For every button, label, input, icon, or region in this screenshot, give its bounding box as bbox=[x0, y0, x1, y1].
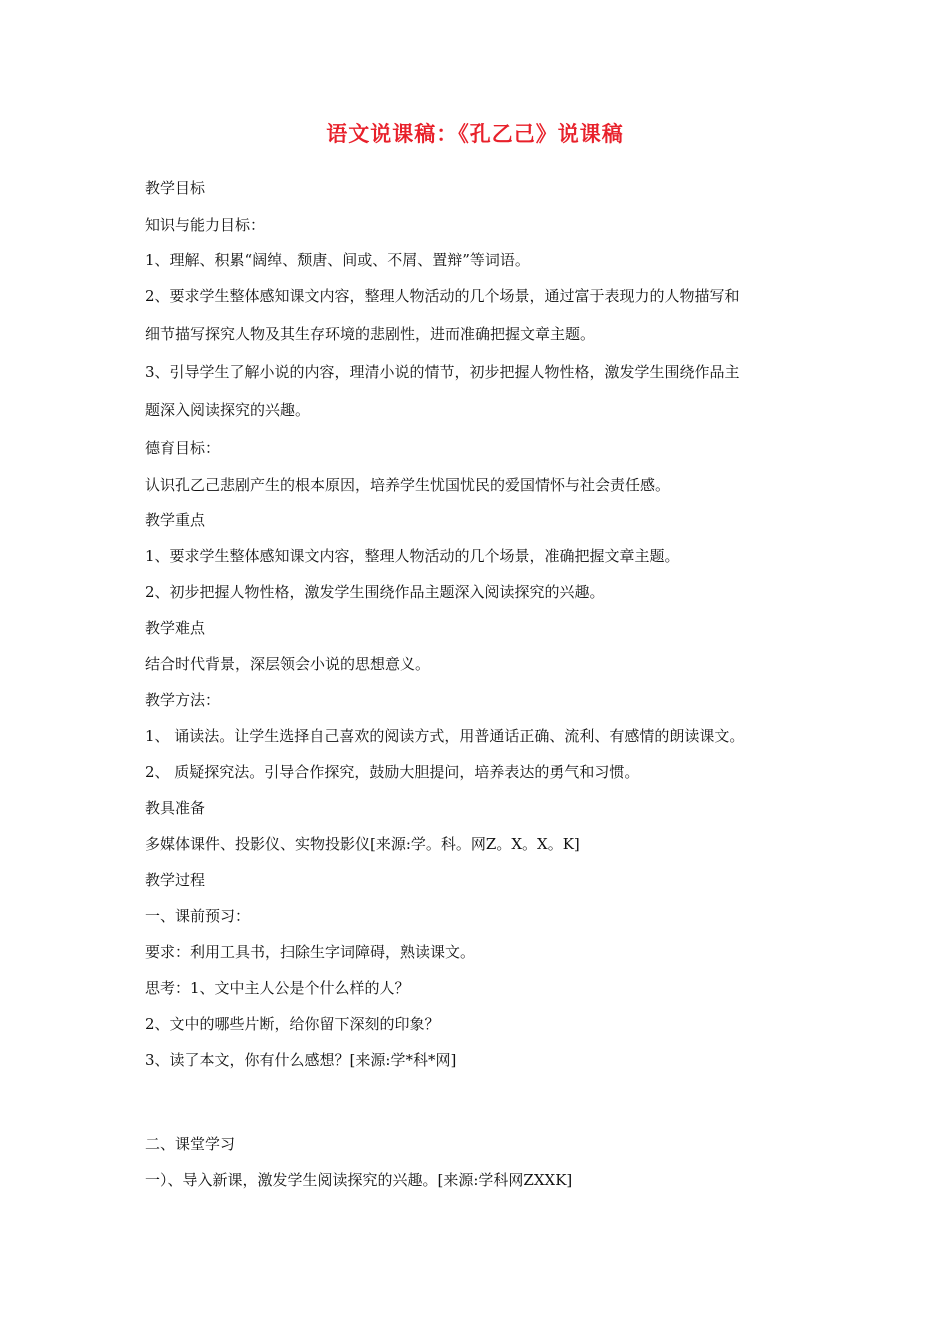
paragraph-line: 结合时代背景，深层领会小说的思想意义。 bbox=[145, 655, 431, 673]
paragraph-line: 3、引导学生了解小说的内容，理清小说的情节，初步把握人物性格，激发学生围绕作品主 bbox=[145, 363, 740, 381]
paragraph-line: 2、 质疑探究法。引导合作探究，鼓励大胆提问，培养表达的勇气和习惯。 bbox=[145, 763, 640, 781]
paragraph-line: 题深入阅读探究的兴趣。 bbox=[145, 401, 311, 419]
paragraph-line: 1、理解、积累“阔绰、颓唐、间或、不屑、置辩”等词语。 bbox=[145, 251, 530, 269]
paragraph-line: 2、初步把握人物性格，激发学生围绕作品主题深入阅读探究的兴趣。 bbox=[145, 583, 605, 601]
heading-materials: 教具准备 bbox=[145, 799, 206, 817]
paragraph-line: 2、文中的哪些片断，给你留下深刻的印象？ bbox=[145, 1015, 440, 1033]
paragraph-line: 1、 诵读法。让学生选择自己喜欢的阅读方式，用普通话正确、流利、有感情的朗读课文。 bbox=[145, 727, 745, 745]
heading-key-points: 教学重点 bbox=[145, 511, 206, 529]
paragraph-line: 2、要求学生整体感知课文内容，整理人物活动的几个场景，通过富于表现力的人物描写和 bbox=[145, 287, 740, 305]
paragraph-line: 3、读了本文，你有什么感想？[来源:学*科*网] bbox=[145, 1051, 457, 1069]
document-title: 语文说课稿：《孔乙己》说课稿 bbox=[326, 122, 624, 146]
subheading-knowledge-ability: 知识与能力目标： bbox=[145, 216, 266, 234]
heading-difficulties: 教学难点 bbox=[145, 619, 206, 637]
heading-process: 教学过程 bbox=[145, 871, 206, 889]
heading-teaching-goals: 教学目标 bbox=[145, 179, 206, 197]
paragraph-line: 思考：1、文中主人公是个什么样的人？ bbox=[145, 979, 410, 997]
paragraph-line: 1、要求学生整体感知课文内容，整理人物活动的几个场景，准确把握文章主题。 bbox=[145, 547, 680, 565]
subheading-preview: 一、课前预习： bbox=[145, 907, 251, 925]
paragraph-line: 要求：利用工具书，扫除生字词障碍，熟读课文。 bbox=[145, 943, 476, 961]
paragraph-line: 认识孔乙己悲剧产生的根本原因，培养学生忧国忧民的爱国情怀与社会责任感。 bbox=[145, 476, 671, 494]
paragraph-line: 多媒体课件、投影仪、实物投影仪[来源:学。科。网Z。X。X。K] bbox=[145, 835, 580, 853]
subheading-class-learning: 二、课堂学习 bbox=[145, 1135, 236, 1153]
paragraph-line: 细节描写探究人物及其生存环境的悲剧性，进而准确把握文章主题。 bbox=[145, 325, 596, 343]
heading-methods: 教学方法： bbox=[145, 691, 221, 709]
subheading-moral-goals: 德育目标： bbox=[145, 439, 221, 457]
paragraph-line: 一）、导入新课，激发学生阅读探究的兴趣。[来源:学科网ZXXK] bbox=[145, 1171, 573, 1189]
